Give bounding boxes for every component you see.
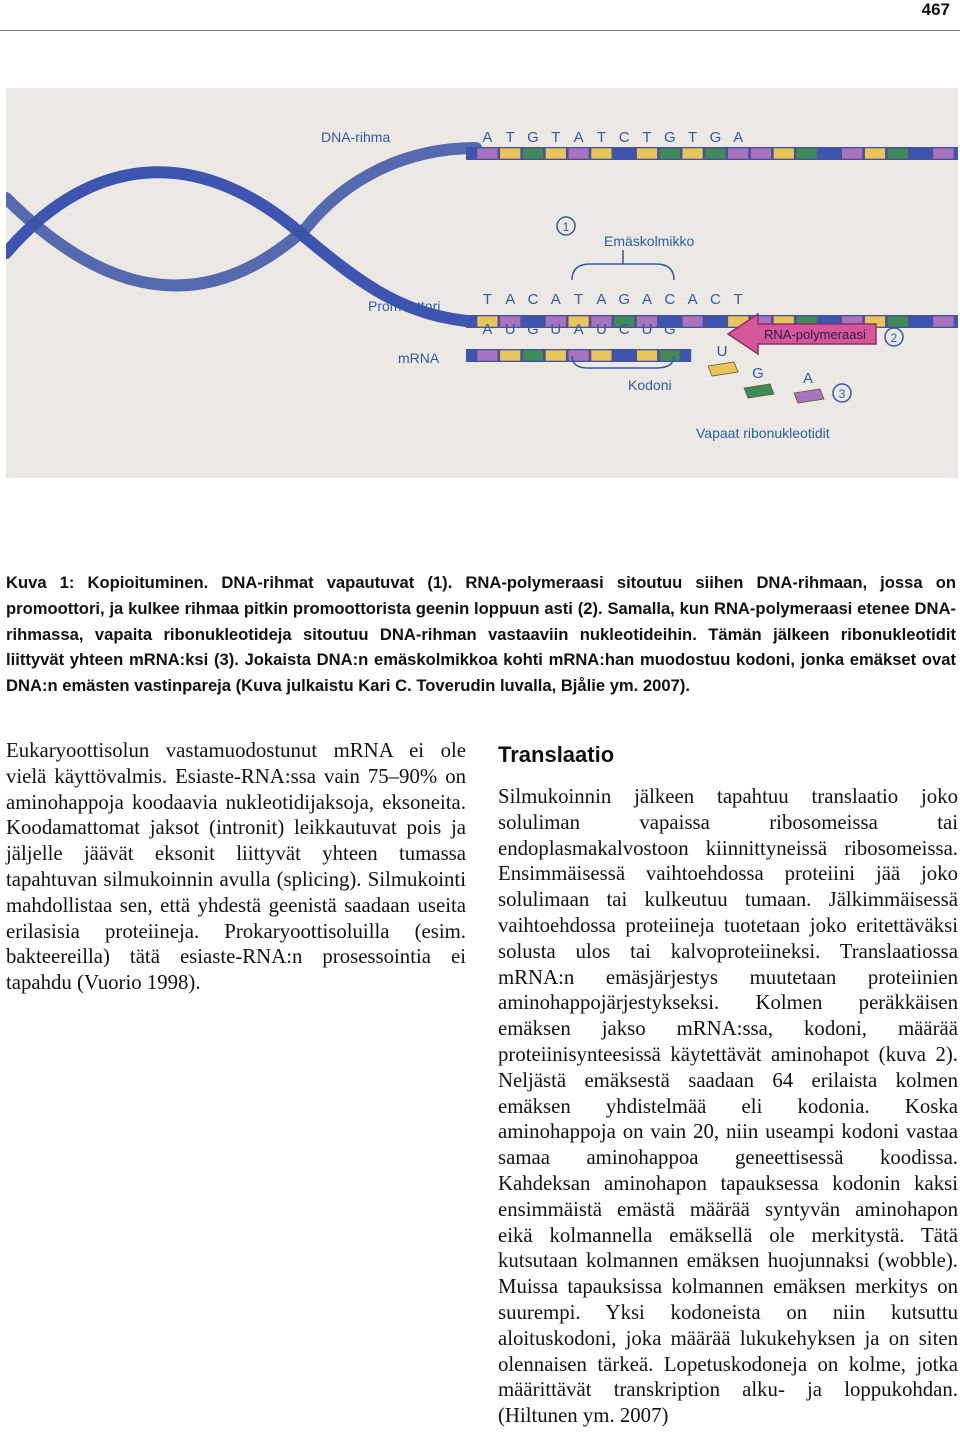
free-base-letter: A — [802, 370, 814, 387]
top-strand-base-letter: T — [505, 129, 515, 146]
label-mrna: mRNA — [398, 350, 440, 366]
mrna-base-letter: A — [573, 321, 584, 338]
mrna-base-letter: U — [504, 321, 516, 338]
svg-text:1: 1 — [562, 220, 570, 234]
template-strand-base-letter: A — [641, 291, 653, 308]
mrna-segment — [659, 350, 680, 361]
top-dna-strand — [466, 129, 958, 160]
top-strand-segment — [819, 148, 840, 159]
top-strand-base-letter: G — [709, 129, 722, 146]
top-strand-segment — [637, 148, 658, 159]
mrna-base-letter: G — [527, 321, 539, 338]
mrna-segment — [477, 350, 498, 361]
label-codon: Kodoni — [628, 377, 672, 393]
mrna-base-letter: U — [550, 321, 562, 338]
top-strand-segment — [865, 148, 886, 159]
mrna-base-letter: U — [641, 321, 653, 338]
template-strand-base-letter: A — [687, 291, 698, 308]
top-strand-base-letter: A — [482, 129, 493, 146]
top-strand-segment — [910, 148, 931, 159]
label-base-triplet: Emäskolmikko — [604, 233, 695, 249]
template-strand-base-letter: T — [482, 291, 492, 308]
page-number: 467 — [921, 0, 950, 19]
helix-strand-back — [6, 148, 476, 285]
template-strand-base-letter: C — [527, 291, 539, 308]
mrna-segment — [500, 350, 521, 361]
top-strand-segment — [568, 148, 589, 159]
top-strand-segment — [659, 148, 680, 159]
top-strand-segment — [842, 148, 863, 159]
label-promoter: Promoottori — [368, 298, 441, 314]
top-strand-segment — [796, 148, 817, 159]
template-strand-segment — [705, 316, 726, 327]
top-strand-base-letter: T — [596, 129, 606, 146]
mrna-segment — [637, 350, 658, 361]
template-strand-base-letter: T — [574, 291, 584, 308]
template-strand-base-letter: A — [550, 291, 561, 308]
top-strand-segment — [545, 148, 566, 159]
label-rna-polymerase: RNA-polymeraasi — [764, 327, 866, 342]
mrna-base-letter: G — [663, 321, 676, 338]
top-strand-base-letter: A — [733, 129, 744, 146]
template-strand-segment — [933, 316, 954, 327]
template-strand-segment — [910, 316, 931, 327]
top-strand-base-letter: T — [688, 129, 698, 146]
label-free-ribonucleotides: Vapaat ribonukleotidit — [696, 425, 830, 441]
template-strand-segment — [887, 316, 908, 327]
free-ribonucleotides — [708, 343, 824, 403]
template-strand-base-letter: C — [709, 291, 721, 308]
mrna-segment — [591, 350, 612, 361]
mrna-base-letter: A — [482, 321, 493, 338]
top-strand-base-letter: T — [642, 129, 652, 146]
svg-text:3: 3 — [838, 387, 846, 401]
mrna-segment — [614, 350, 635, 361]
mrna-segment — [545, 350, 566, 361]
top-strand-segment — [500, 148, 521, 159]
top-strand-base-letter: G — [527, 129, 539, 146]
top-strand-segment — [887, 148, 908, 159]
template-dna-strand — [466, 291, 958, 328]
figure-caption: Kuva 1: Kopioituminen. DNA-rihmat vapautuvat (1). RNA-polymeraasi sitoutuu siihen DNA-rihmaan, jossa on promoottori, ja kulkee rihmaa pitkin promoottorista geenin loppuun asti (2). Samalla, kun RNA-polymeraasi etenee DNA-rihmassa, vapaita ribonukleotideja sitoutuu DNA-rihman vastaaviin nukleotideihin. Tämän jälkeen ribonukleotidit liittyvät yhteen mRNA:ksi (3). Jokaista DNA:n emäskolmikkoa kohti mRNA:han muodostuu kodoni, jonka emäkset ovat DNA:n emästen vastinpareja (Kuva julkaistu Kari C. Toverudin luvalla, Bjålie ym. 2007). — [6, 573, 956, 696]
top-strand-segment — [933, 148, 954, 159]
svg-text:2: 2 — [890, 331, 898, 345]
top-strand-segment — [682, 148, 703, 159]
right-column-text: Silmukoinnin jälkeen tapahtuu translaatio joko soluliman vapaissa ribosomeissa tai endoplasmakalvostoon kiinnittyneissä ribosomeissa. Ensimmäisessä vaihtoehdossa proteiini jää joko solulimaan tai kulkeutuu tumaan. Jälkimmäisessä vaihtoehdossa proteiineja tuotetaan joko eritettäväksi solusta ulos tai kalvoproteiineksi. Translaatiossa mRNA:n emäsjärjestys muutetaan proteiinien aminohappojärjestykseksi. Kolmen peräkkäisen emäksen jakso mRNA:ssa, kodoni, määrää proteiinisynteesissä käytettävät aminohapot (kuva 2). Neljästä emäksestä saadaan 64 erilaista kolmen emäksen yhdistelmää eli kodonia. Koska aminohappoja on vain 20, niin useampi kodoni vastaa samaa aminohappoa geneettisessä koodissa. Kahdeksan aminohapon tapauksessa kodonin kaksi ensimmäistä emästä määrää syntyvän aminohapon eikä kolmannella emäksellä ole merkitystä. Tätä kutsutaan kolmannen emäksen huojunnaksi (wobble). Muissa tapauksissa kolmannen emäksen merkitys on suurempi. Yksi kodoneista on niin kutsuttu aloituskodoni, joka määrää lukukehyksen ja on siten olennaisen tärkeä. Lopetuskodoneja on kolme, jotka määrittävät transkription alku- ja loppukohdan. (Hiltunen ym. 2007) — [498, 785, 958, 1428]
marker-3 — [833, 384, 851, 402]
free-base-letter: G — [752, 365, 764, 382]
template-strand-base-letter: C — [664, 291, 676, 308]
marker-2 — [885, 328, 903, 346]
triplet-bracket — [572, 264, 674, 280]
top-strand-segment — [705, 148, 726, 159]
free-base-shape — [708, 362, 738, 376]
mrna-segment — [568, 350, 589, 361]
top-strand-segment — [591, 148, 612, 159]
top-strand-base-letter: T — [551, 129, 561, 146]
top-strand-base-letter: A — [573, 129, 584, 146]
top-strand-segment — [773, 148, 794, 159]
template-strand-base-letter: T — [733, 291, 743, 308]
top-strand-segment — [477, 148, 498, 159]
top-strand-base-letter: G — [663, 129, 676, 146]
free-base-shape — [744, 384, 774, 398]
template-strand-segment — [682, 316, 703, 327]
label-dna-strand: DNA-rihma — [321, 129, 391, 145]
free-base-shape — [794, 389, 824, 403]
mrna-segment — [523, 350, 544, 361]
marker-1 — [557, 217, 575, 235]
top-strand-base-letter: C — [618, 129, 630, 146]
mrna-base-letter: U — [595, 321, 607, 338]
template-strand-base-letter: A — [505, 291, 516, 308]
mrna-base-letter: C — [618, 321, 630, 338]
top-strand-segment — [751, 148, 772, 159]
header-rule — [0, 30, 960, 31]
transcription-figure — [6, 88, 958, 478]
top-strand-segment — [614, 148, 635, 159]
template-strand-base-letter: G — [618, 291, 631, 308]
free-base-letter: U — [716, 343, 728, 360]
template-strand-base-letter: A — [596, 291, 607, 308]
top-strand-segment — [523, 148, 544, 159]
section-heading-translation: Translaatio — [498, 742, 615, 767]
top-strand-segment — [728, 148, 749, 159]
left-column-text: Eukaryoottisolun vastamuodostunut mRNA ei ole vielä käyttövalmis. Esiaste-RNA:ssa vain 75–90% on aminohappoja koodaavia nukleotidijaksoja, eksoneita. Koodamattomat jaksot (intronit) leikkautuvat pois ja jäljelle jäävät eksonit liittyvät yhteen tumassa tapahtuvan silmukoinnin avulla (splicing). Silmukointi mahdollistaa sen, että yhdestä geenistä saadaan useita erilasisia proteiineja. Prokaryoottisoluilla (esim. bakteereilla) tätä esiaste-RNA:n prosessointia ei tapahdu (Vuorio 1998). — [6, 739, 466, 995]
